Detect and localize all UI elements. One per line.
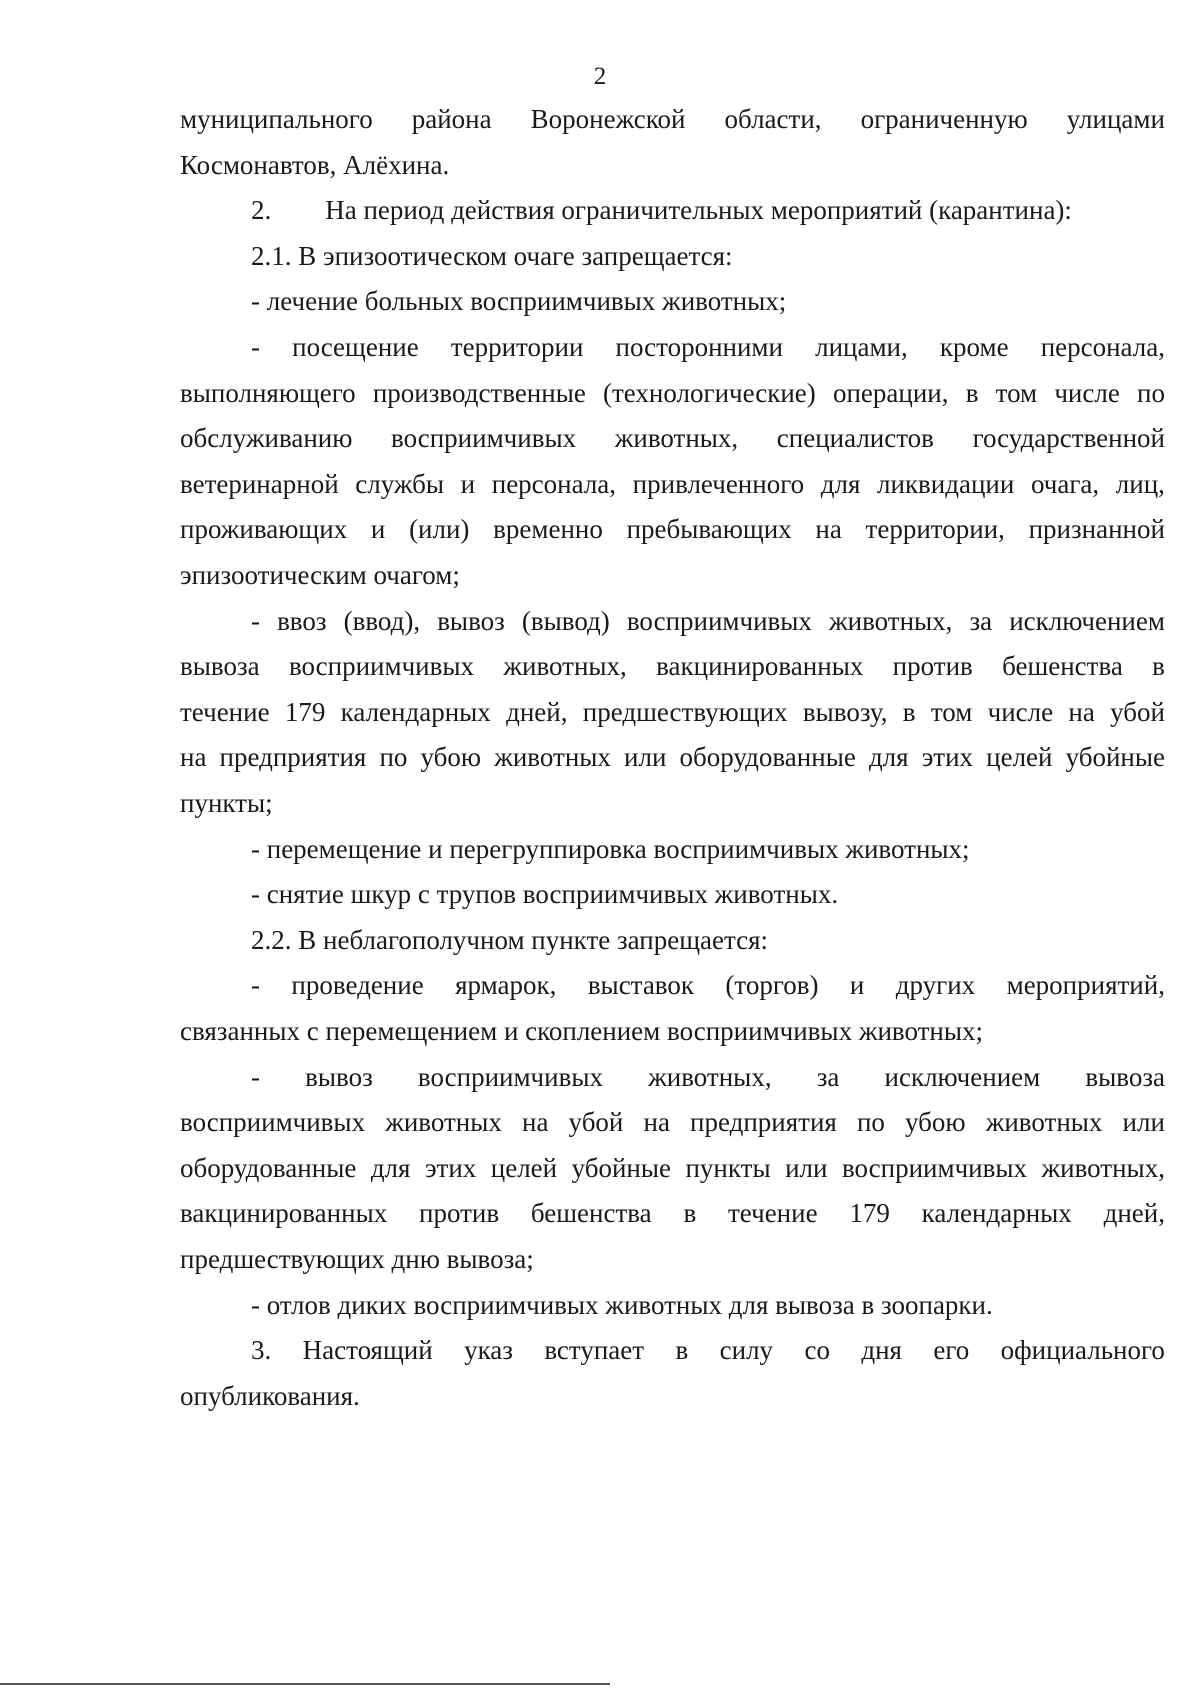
word: проживающих [180,514,348,544]
word: выполняющего [180,378,356,408]
word: персонала, [491,469,617,499]
word: животных, [828,606,953,636]
word: вывозу, [802,697,888,727]
word: в [902,697,916,727]
word: или [624,742,667,772]
word: календарных [340,697,491,727]
word: - [251,1062,260,1092]
word: числе [987,697,1054,727]
text-line: - перемещение и перегруппировка восприимчивых животных; [251,834,970,864]
word: указ [464,1335,513,1365]
word: оборудованные [180,1153,357,1183]
word: службы [355,469,445,499]
word: предприятия [690,1107,837,1137]
word: официального [1000,1335,1165,1365]
word: дней, [506,697,568,727]
word: на [815,514,842,544]
word: для [370,1153,411,1183]
word: в [675,1335,689,1365]
word: вывоз [305,1062,373,1092]
text-line [251,330,1165,364]
word: проведение [291,970,424,1000]
word: на [180,742,207,772]
word: муниципального [180,104,373,134]
word: животных [385,1107,502,1137]
text-line: эпизоотическим очагом; [180,560,460,590]
word: (торгов) [725,970,819,1000]
word: животных, [648,1062,772,1092]
word: в [965,378,979,408]
text-line [251,604,1165,638]
word: очага, [1030,469,1100,499]
word: бешенства [1002,651,1123,681]
word: вывоз [437,606,505,636]
bottom-rule [0,1683,610,1685]
word: убою [420,742,482,772]
word: ввоз [277,606,327,636]
word: в [683,1198,697,1228]
word: со [804,1335,830,1365]
word: кроме [939,332,1009,362]
word: животных [494,742,611,772]
text-line: связанных с перемещением и скоплением восприимчивых животных; [180,1016,984,1046]
word: операции, [832,378,949,408]
word: лиц, [1115,469,1165,499]
word: на [522,1107,549,1137]
word: исключением [1009,606,1165,636]
text-line [180,102,1165,136]
text-line: опубликования. [180,1381,360,1411]
word: посторонними [615,332,783,362]
word: пункты [685,1153,771,1183]
word: целей [490,1153,558,1183]
word: убой [1110,697,1165,727]
word: числе [1054,378,1120,408]
text-line [180,1196,1165,1230]
word: убойные [571,1153,671,1183]
word: признанной [1028,514,1165,544]
word: восприимчивых [180,1107,366,1137]
text-line [180,695,1165,729]
word: 3. [251,1335,272,1365]
word: против [892,651,973,681]
word: по [1137,378,1165,408]
page-number: 2 [593,63,607,90]
word: (или) [409,514,470,544]
word: вывоза [180,651,260,681]
text-line: Космонавтов, Алёхина. [180,150,450,180]
word: животных, [614,423,739,453]
word: этих [921,742,974,772]
text-line [180,512,1165,546]
word: животных [985,1107,1103,1137]
word: оборудованные [679,742,856,772]
word: на [1068,697,1095,727]
text-line [180,649,1165,683]
text-line [180,376,1165,410]
text-line: - снятие шкур с трупов восприимчивых животных. [251,879,839,909]
text-line [180,740,1165,774]
word: и [370,514,386,544]
word: для [868,742,909,772]
word: животных, [1041,1153,1165,1183]
word: бешенства [530,1198,652,1228]
word: в [1152,651,1165,681]
word: восприимчивых [417,1062,603,1092]
text-line: - отлов диких восприимчивых животных для вывоза в зоопарки. [251,1290,993,1320]
word: животных, [503,651,627,681]
word: других [895,970,976,1000]
word: силу [719,1335,774,1365]
word: течение [180,697,270,727]
word: Настоящий [302,1335,433,1365]
word: привлеченного [632,469,805,499]
text-line: пункты; [180,788,273,818]
text-line [180,1105,1165,1139]
word: том [930,697,973,727]
word: территории [450,332,584,362]
word: или [1122,1107,1165,1137]
word: на [643,1107,670,1137]
word: ограниченную [860,104,1028,134]
text-line [180,467,1165,501]
word: ярмарок, [455,970,557,1000]
word: (ввод), [343,606,421,636]
word: и [460,469,476,499]
text-line [180,1151,1165,1185]
word: этих [424,1153,477,1183]
word: пребывающих [626,514,792,544]
text-line [251,968,1165,1002]
word: восприимчивых [626,606,812,636]
word: улицами [1066,104,1165,134]
word: выставок [587,970,694,1000]
word: убой [568,1107,624,1137]
word: - [251,606,260,636]
word: восприимчивых [288,651,475,681]
word: восприимчивых [841,1153,1028,1183]
word: 179 [284,697,326,727]
word: против [419,1198,500,1228]
word: мероприятий, [1006,970,1165,1000]
word: или [785,1153,828,1183]
word: персонала, [1040,332,1165,362]
word: за [816,1062,840,1092]
word: целей [986,742,1053,772]
word: обслуживанию [180,423,353,453]
word: - [251,970,260,1000]
word: специалистов [776,423,934,453]
word: вступает [544,1335,645,1365]
word: посещение [292,332,419,362]
text-line: 2.1. В эпизоотическом очаге запрещается: [251,241,733,271]
word: его [933,1335,970,1365]
word: календарных [921,1198,1072,1228]
text-line [251,1333,1165,1367]
word: по [856,1107,885,1137]
word: вакцинированных [180,1198,388,1228]
word: района [411,104,492,134]
word: ветеринарной [180,469,339,499]
word: лицами, [815,332,908,362]
word: предприятия [219,742,367,772]
word: области, [724,104,822,134]
word: течение [728,1198,818,1228]
text-line [180,421,1165,455]
word: ликвидации [877,469,1015,499]
word: предшествующих [582,697,788,727]
word: дня [861,1335,902,1365]
word: временно [493,514,603,544]
word: вывоза [1085,1062,1165,1092]
word: для [820,469,861,499]
word: восприимчивых [391,423,577,453]
word: и [849,970,865,1000]
word: (технологические) [603,378,816,408]
word: том [995,378,1038,408]
text-line: предшествующих дню вывоза; [180,1244,534,1274]
word: государственной [972,423,1165,453]
text-line: - лечение больных восприимчивых животных; [251,286,787,316]
word: - [251,332,260,362]
word: убойные [1065,742,1165,772]
word: по [379,742,408,772]
text-line: 2. На период действия ограничительных мероприятий (карантина): [251,195,1072,225]
word: территории, [865,514,1005,544]
word: производственные [372,378,586,408]
word: дней, [1103,1198,1165,1228]
text-line [251,1060,1165,1094]
word: убою [905,1107,966,1137]
text-line: 2.2. В неблагополучном пункте запрещается: [251,925,768,955]
word: вакцинированных [656,651,864,681]
word: (вывод) [521,606,610,636]
word: за [969,606,993,636]
word: Воронежской [530,104,686,134]
word: исключением [884,1062,1041,1092]
word: 179 [849,1198,890,1228]
